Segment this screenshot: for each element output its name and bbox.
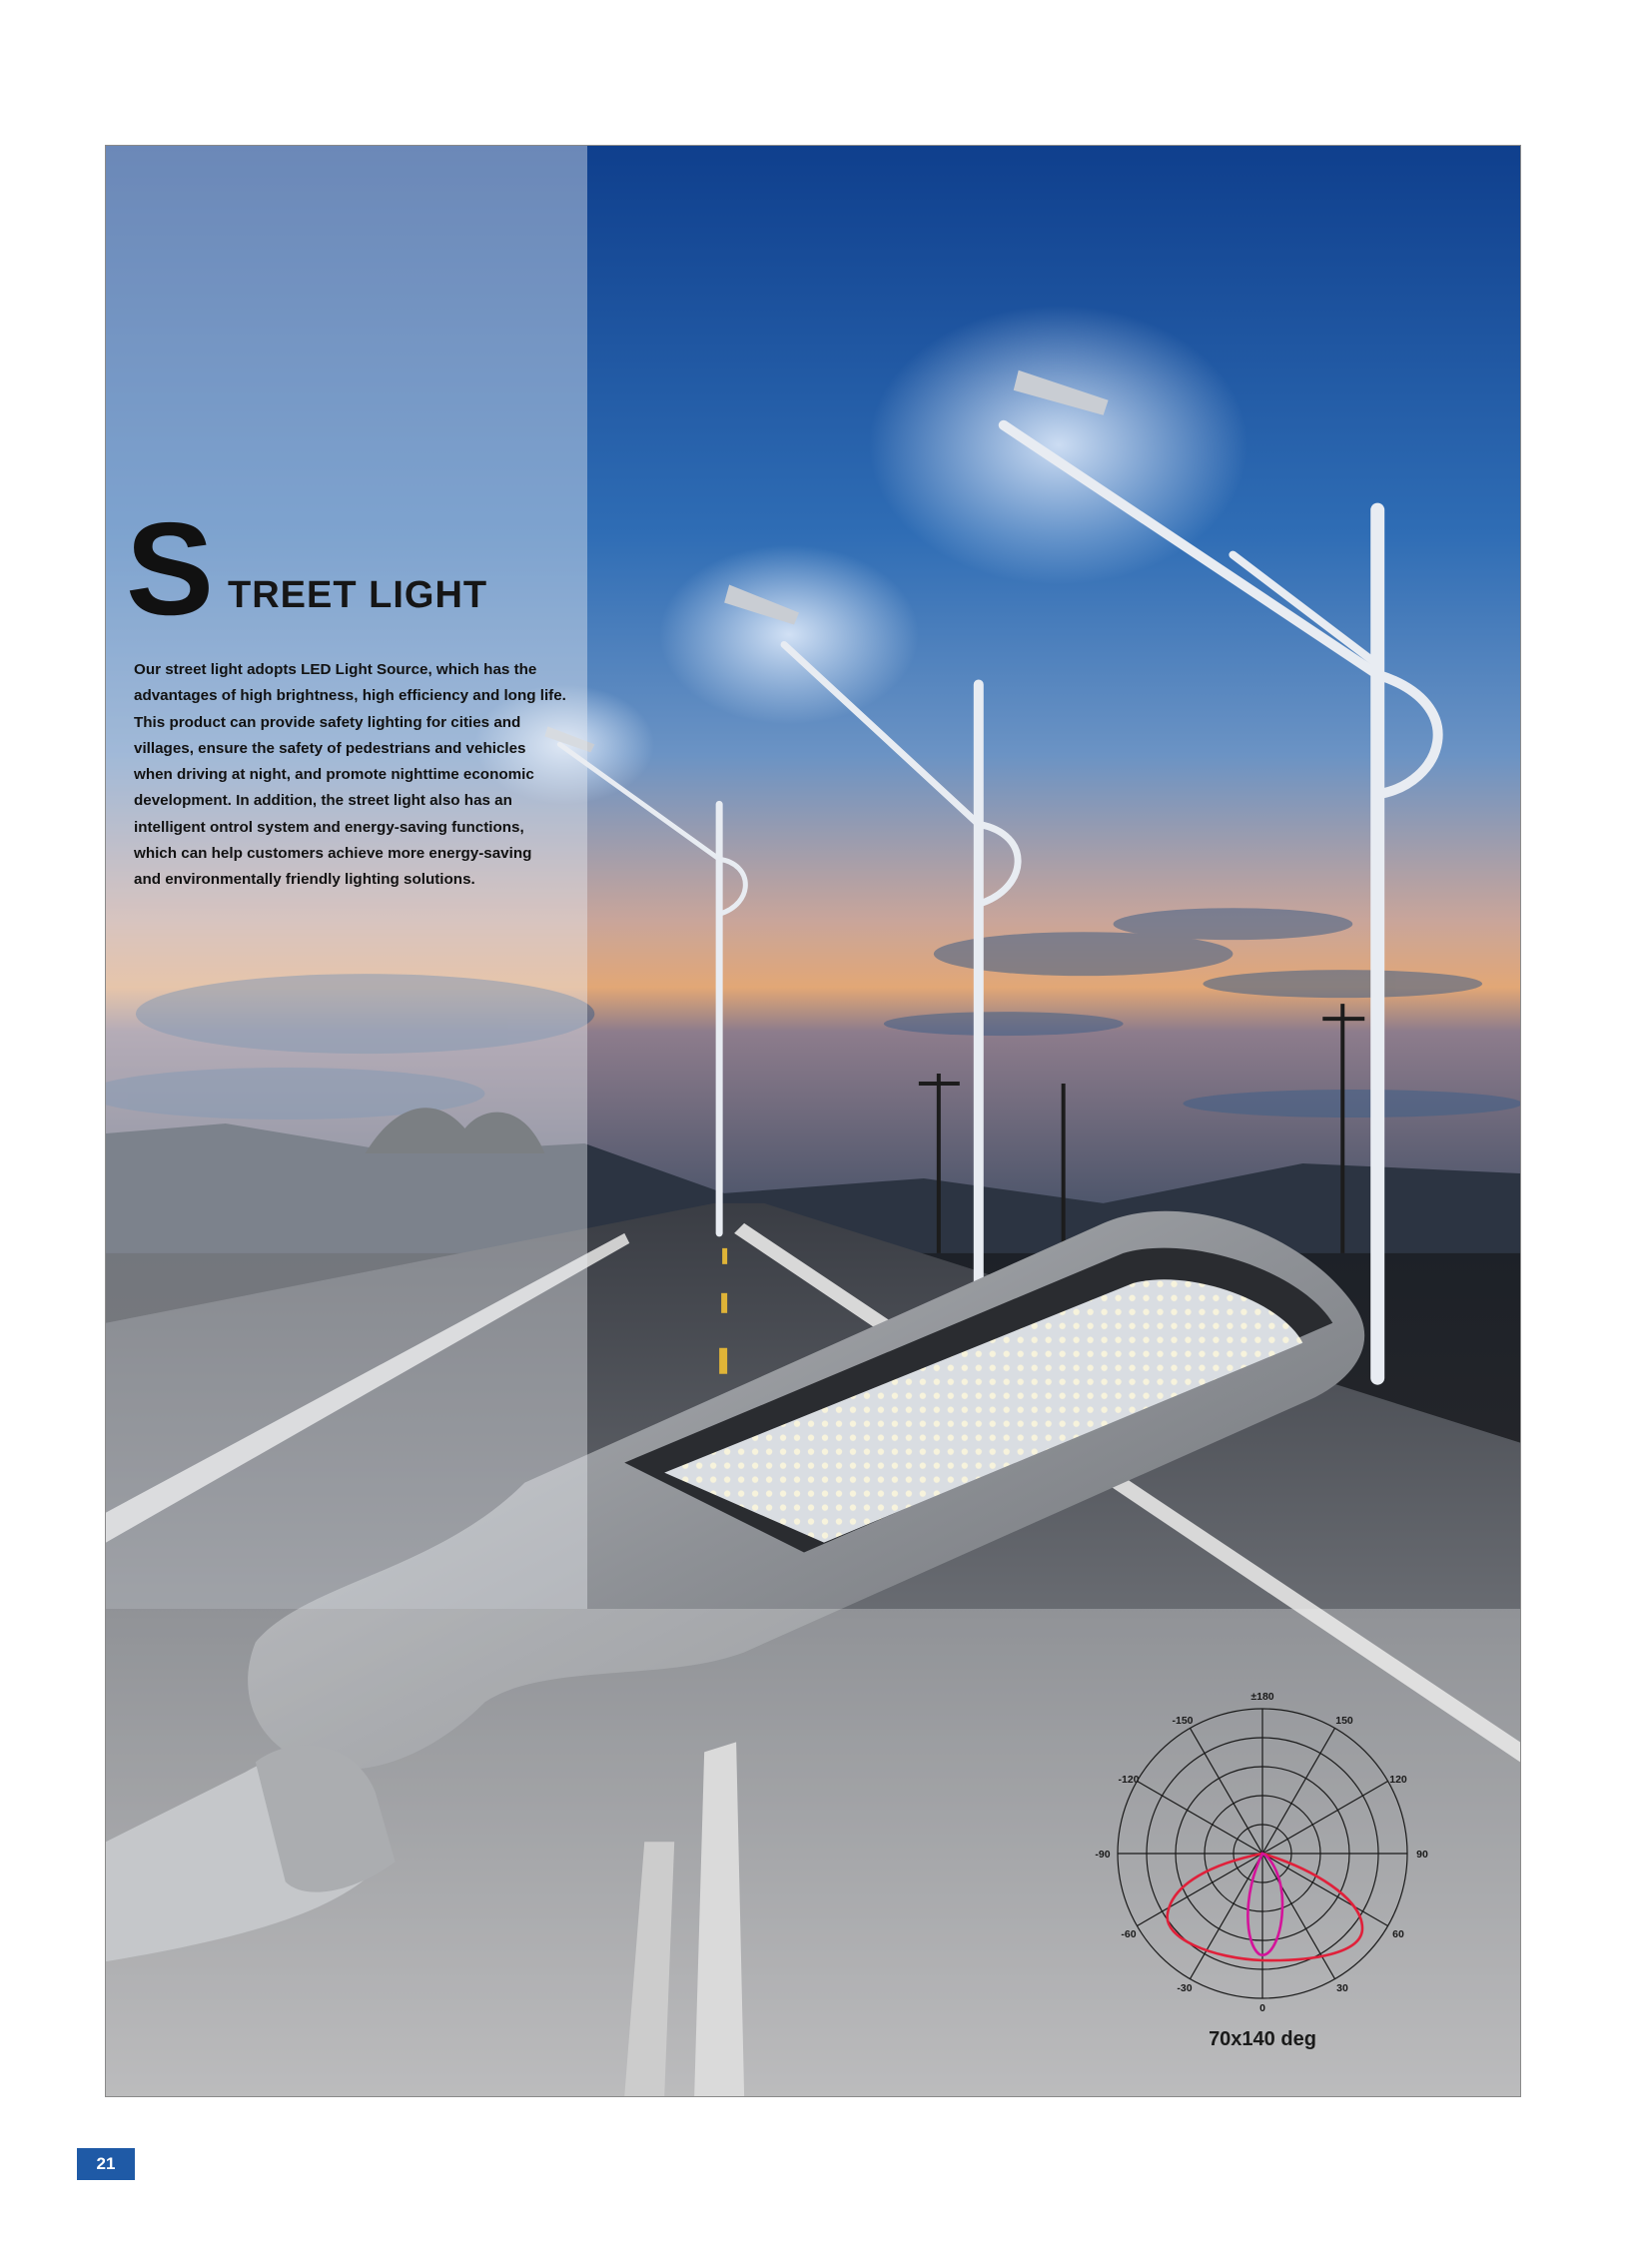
angle-label-neg120: -120 [1118, 1774, 1140, 1786]
page-number-badge [77, 2148, 135, 2180]
description-line: which can help customers achieve more energy-saving [134, 845, 532, 863]
angle-label-0: 0 [1259, 2002, 1265, 2014]
polar-light-distribution-diagram [1063, 1654, 1462, 2058]
angle-label-150: 150 [1335, 1715, 1353, 1727]
title-rest: TREET LIGHT [228, 574, 488, 616]
description-line: This product can provide safety lighting for cities and [134, 713, 521, 731]
polar-caption: 70x140 deg [1209, 2028, 1316, 2050]
description-line: advantages of high brightness, high efficiency and long life. [134, 687, 566, 705]
product-description [134, 657, 583, 894]
photo-frame [105, 145, 1521, 2097]
angle-label-30: 30 [1336, 1982, 1348, 1994]
angle-label-neg30: -30 [1177, 1982, 1193, 1994]
wide-distribution-curve [1168, 1854, 1362, 1960]
description-line: development. In addition, the street light also has an [134, 792, 512, 810]
description-line: when driving at night, and promote nighttime economic [134, 766, 534, 784]
description-line: Our street light adopts LED Light Source, which has the [134, 661, 537, 678]
angle-label-neg150: -150 [1172, 1715, 1194, 1727]
description-line: intelligent ontrol system and energy-saving functions, [134, 818, 524, 836]
title-initial: S [126, 495, 215, 642]
angle-label-neg90: -90 [1095, 1849, 1111, 1861]
page-number: 21 [96, 2154, 116, 2173]
description-line: villages, ensure the safety of pedestrians and vehicles [134, 739, 526, 757]
angle-label-90: 90 [1416, 1849, 1428, 1861]
angle-label-180: ±180 [1250, 1691, 1274, 1703]
angle-label-120: 120 [1389, 1774, 1407, 1786]
angle-label-60: 60 [1392, 1928, 1404, 1940]
page-title [126, 495, 565, 663]
angle-label-neg60: -60 [1121, 1928, 1137, 1940]
description-line: and environmentally friendly lighting solutions. [134, 871, 475, 889]
